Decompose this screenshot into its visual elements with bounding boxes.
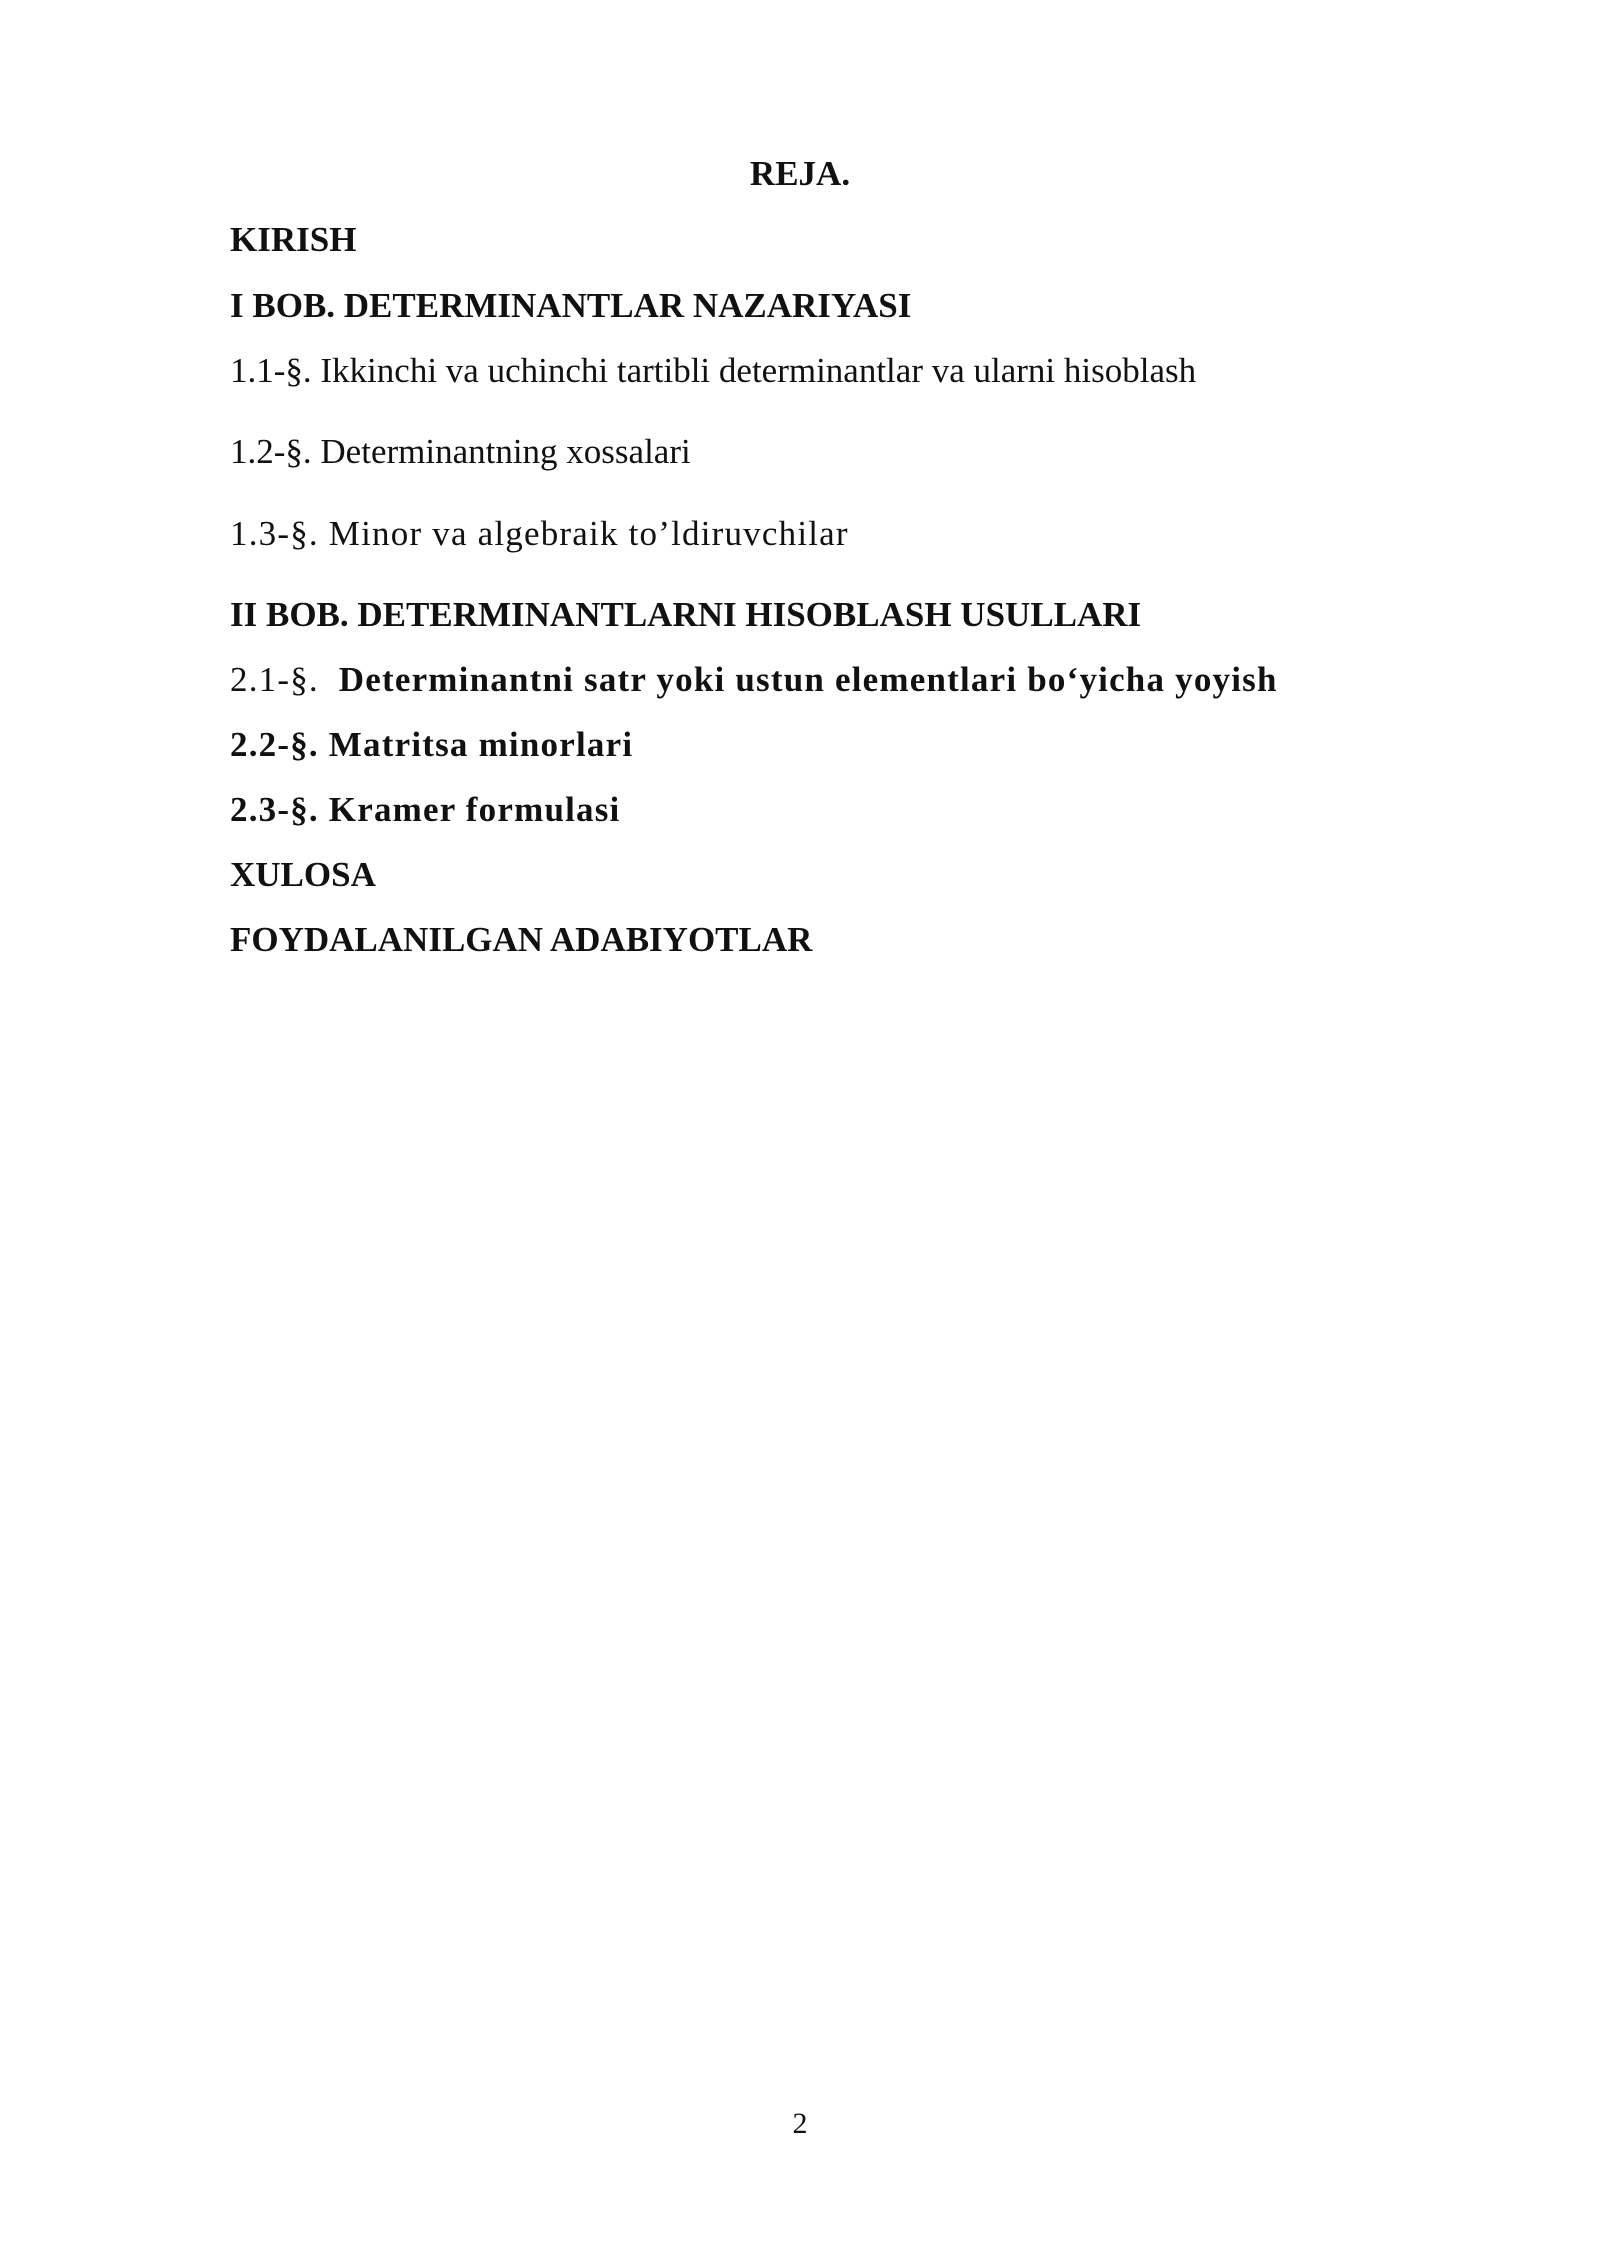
toc-section-2-3: 2.3-§. Kramer formulasi — [230, 790, 621, 829]
toc-chapter-1: I BOB. DETERMINANTLAR NAZARIYASI — [230, 286, 912, 325]
toc-section-1-3: 1.3-§. Minor va algebraik to’ldiruvchilar — [230, 514, 849, 553]
plan-title: REJA. — [749, 154, 851, 193]
toc-section-2-1-number: 2.1-§. — [230, 660, 319, 699]
toc-references: FOYDALANILGAN ADABIYOTLAR — [230, 920, 813, 959]
toc-section-2-1-title: Determinantni satr yoki ustun elementlari bo‘yicha yoyish — [338, 660, 1278, 699]
toc-section-1-2: 1.2-§. Determinantning xossalari — [230, 432, 691, 471]
page-number: 2 — [792, 2107, 808, 2140]
toc-introduction: KIRISH — [230, 220, 357, 259]
toc-section-2-2: 2.2-§. Matritsa minorlari — [230, 725, 634, 764]
toc-chapter-2: II BOB. DETERMINANTLARNI HISOBLASH USULLARI — [230, 595, 1142, 634]
toc-conclusion: XULOSA — [230, 855, 376, 894]
toc-section-1-1: 1.1-§. Ikkinchi va uchinchi tartibli determinantlar va ularni hisoblash — [230, 351, 1197, 390]
toc-section-2-1 — [230, 658, 1278, 702]
